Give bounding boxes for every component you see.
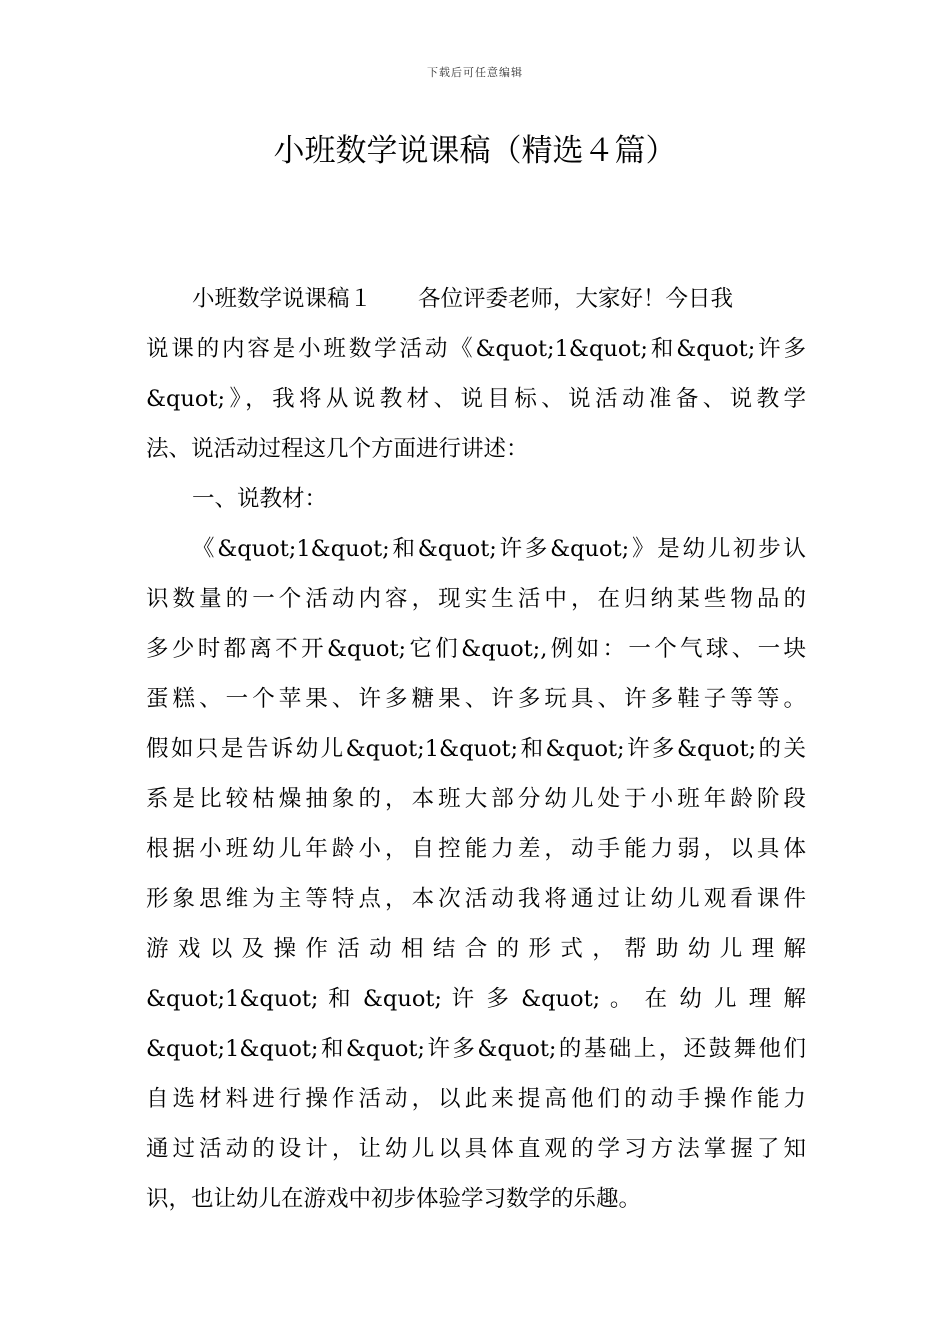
paragraph-line: 自选材料进行操作活动，以此来提高他们的动手操作能力	[146, 1086, 806, 1112]
paragraph-line: 根据小班幼儿年龄小，自控能力差，动手能力弱，以具体	[146, 836, 806, 862]
paragraph-line: 假如只是告诉幼儿&quot;1&quot;和&quot;许多&quot;的关	[146, 736, 806, 762]
paragraph-line	[146, 274, 806, 324]
paragraph-line: &quot;1&quot; 和 &quot; 许 多 &quot; 。 在 幼 儿 理 解	[146, 986, 806, 1012]
paragraph-line: 识数量的一个活动内容，现实生活中，在归纳某些物品的	[146, 586, 806, 612]
paragraph-line: 《&quot;1&quot;和&quot;许多&quot;》是幼儿初步认	[192, 536, 806, 562]
paragraph-line: &quot;》，我将从说教材、说目标、说活动准备、说教学	[146, 386, 806, 412]
paragraph-line: 通过活动的设计，让幼儿以具体直观的学习方法掌握了知	[146, 1136, 806, 1162]
paragraph-line: 形象思维为主等特点，本次活动我将通过让幼儿观看课件	[146, 886, 806, 912]
paragraph-line: 蛋糕、一个苹果、许多糖果、许多玩具、许多鞋子等等。	[146, 686, 806, 712]
header-note: 下载后可任意编辑	[427, 66, 523, 79]
document-body	[146, 274, 806, 1224]
paragraph-line: 法、说活动过程这几个方面进行讲述：	[146, 436, 529, 462]
paragraph-text: 各位评委老师，大家好！今日我	[418, 286, 734, 312]
section-heading: 一、说教材：	[192, 486, 328, 512]
paragraph-line: 系是比较枯燥抽象的，本班大部分幼儿处于小班年龄阶段	[146, 786, 806, 812]
paragraph-line: 多少时都离不开&quot;它们&quot;,例如：一个气球、一块	[146, 636, 806, 662]
paragraph-line: 说课的内容是小班数学活动《&quot;1&quot;和&quot;许多	[146, 336, 806, 362]
document-title: 小班数学说课稿（精选４篇）	[273, 133, 677, 169]
section-heading: 小班数学说课稿１	[192, 286, 373, 312]
paragraph-line: 游戏以及操作活动相结合的形式，帮助幼儿理解	[146, 936, 806, 962]
paragraph-line: 识，也让幼儿在游戏中初步体验学习数学的乐趣。	[146, 1186, 642, 1212]
paragraph-line: &quot;1&quot;和&quot;许多&quot;的基础上，还鼓舞他们	[146, 1036, 806, 1062]
